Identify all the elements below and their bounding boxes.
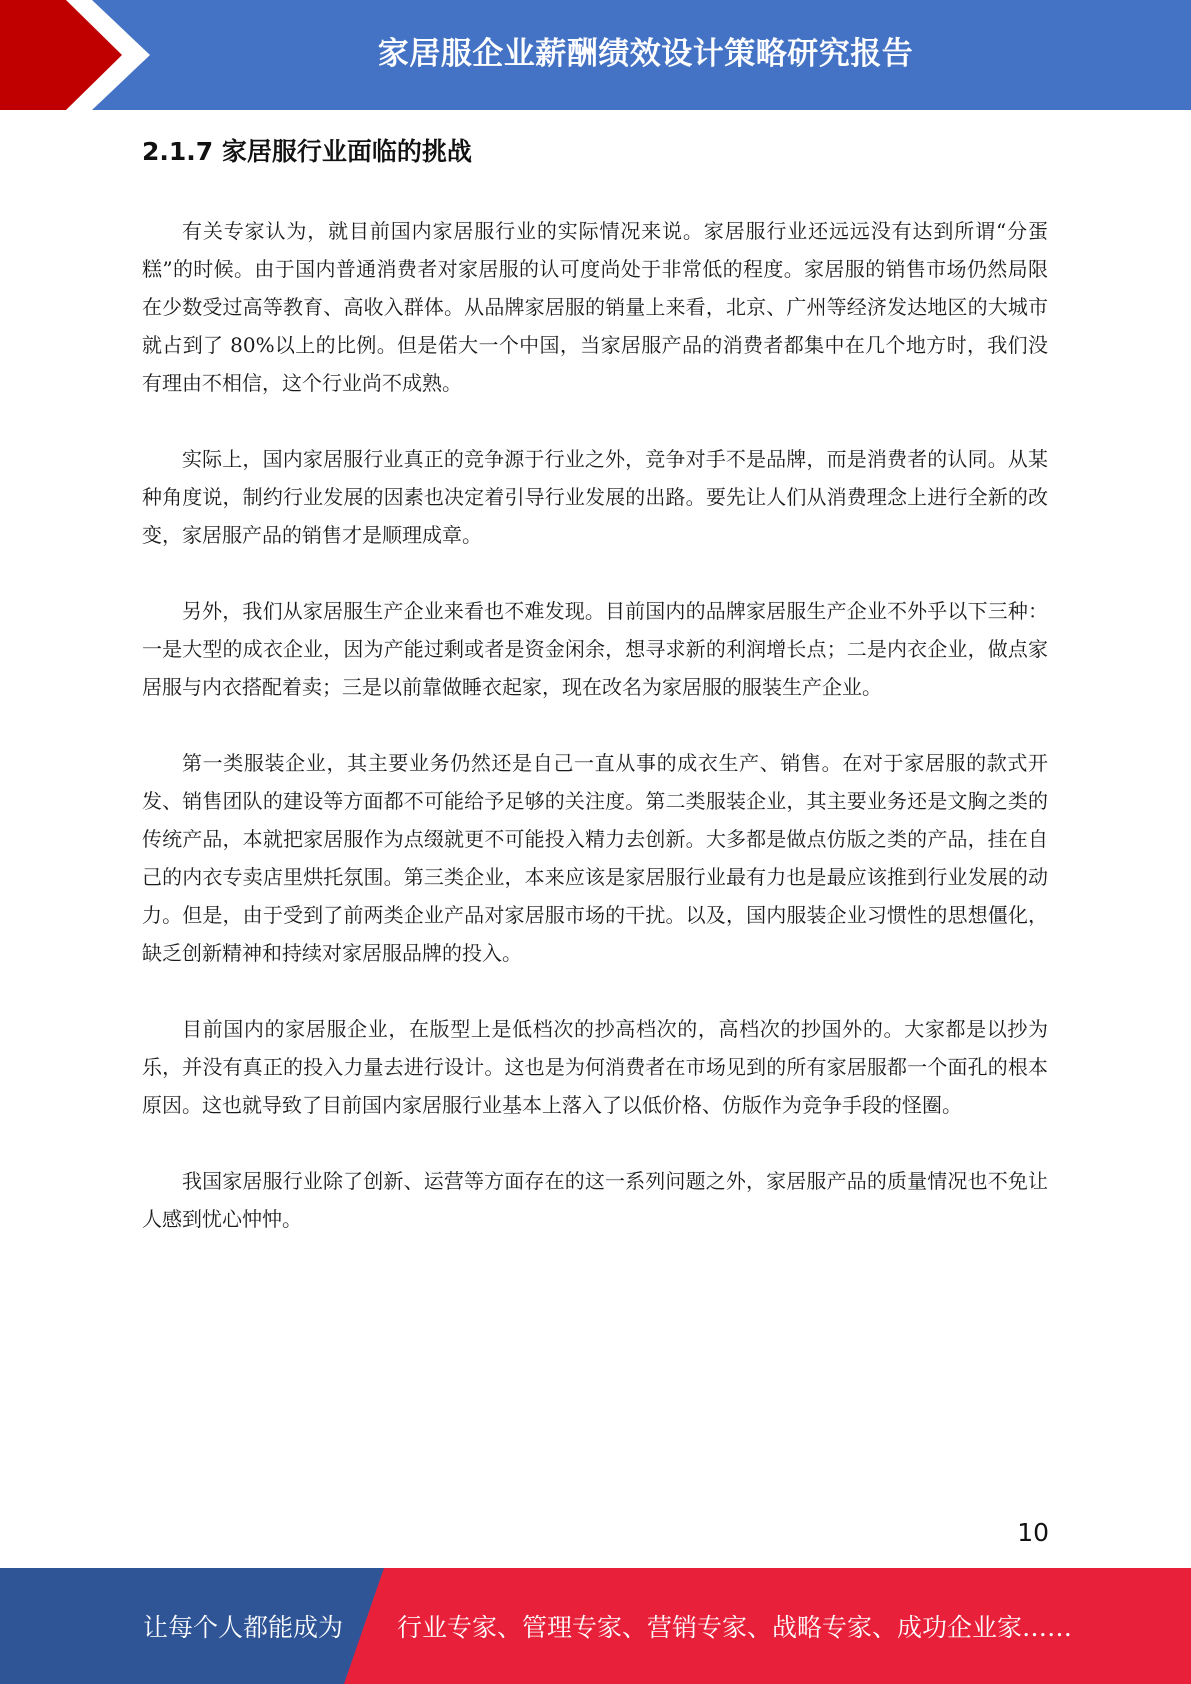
- paragraph: 第一类服装企业，其主要业务仍然还是自己一直从事的成衣生产、销售。在对于家居服的款式开发、销售团队的建设等方面都不可能给予足够的关注度。第二类服装企业，其主要业务还是文胸之类的传统产品，本就把家居服作为点缀就更不可能投入精力去创新。大多都是做点仿版之类的产品，挂在自己的内衣专卖店里烘托氛围。第三类企业，本来应该是家居服行业最有力也是最应该推到行业发展的动力。但是，由于受到了前两类企业产品对家居服市场的干扰。以及，国内服装企业习惯性的思想僵化，缺乏创新精神和持续对家居服品牌的投入。: [142, 751, 1048, 965]
- page-header: [0, 0, 1191, 110]
- paragraph: 我国家居服行业除了创新、运营等方面存在的这一系列问题之外，家居服产品的质量情况也不免让人感到忧心忡忡。: [142, 1169, 1048, 1231]
- report-title: 家居服企业薪酬绩效设计策略研究报告: [377, 36, 914, 72]
- section-heading: 2.1.7 家居服行业面临的挑战: [142, 137, 472, 166]
- paragraph: 另外，我们从家居服生产企业来看也不难发现。目前国内的品牌家居服生产企业不外乎以下三种：一是大型的成衣企业，因为产能过剩或者是资金闲余，想寻求新的利润增长点；二是内衣企业，做点家居服与内衣搭配着卖；三是以前靠做睡衣起家，现在改名为家居服的服装生产企业。: [142, 599, 1048, 699]
- footer-slogan-roles: 行业专家、管理专家、营销专家、战略专家、成功企业家……: [397, 1613, 1073, 1642]
- paragraph: 实际上，国内家居服行业真正的竞争源于行业之外，竞争对手不是品牌，而是消费者的认同。从某种角度说，制约行业发展的因素也决定着引导行业发展的出路。要先让人们从消费理念上进行全新的改变，家居服产品的销售才是顺理成章。: [142, 447, 1048, 547]
- footer-slogan-lead: 让每个人都能成为: [143, 1613, 344, 1642]
- page-footer: [0, 1568, 1191, 1684]
- paragraph: 目前国内的家居服企业，在版型上是低档次的抄高档次的，高档次的抄国外的。大家都是以抄为乐，并没有真正的投入力量去进行设计。这也是为何消费者在市场见到的所有家居服都一个面孔的根本原因。这也就导致了目前国内家居服行业基本上落入了以低价格、仿版作为竞争手段的怪圈。: [142, 1017, 1048, 1117]
- paragraph: 有关专家认为，就目前国内家居服行业的实际情况来说。家居服行业还远远没有达到所谓“分蛋糕”的时候。由于国内普通消费者对家居服的认可度尚处于非常低的程度。家居服的销售市场仍然局限在少数受过高等教育、高收入群体。从品牌家居服的销量上来看，北京、广州等经济发达地区的大城市就占到了 80%以上的比例。但是偌大一个中国，当家居服产品的消费者都集中在几个地方时，我们没有理由不相信，这个行业尚不成熟。: [142, 219, 1048, 395]
- page-number: 10: [1017, 1518, 1049, 1547]
- body-text: [142, 212, 1048, 1276]
